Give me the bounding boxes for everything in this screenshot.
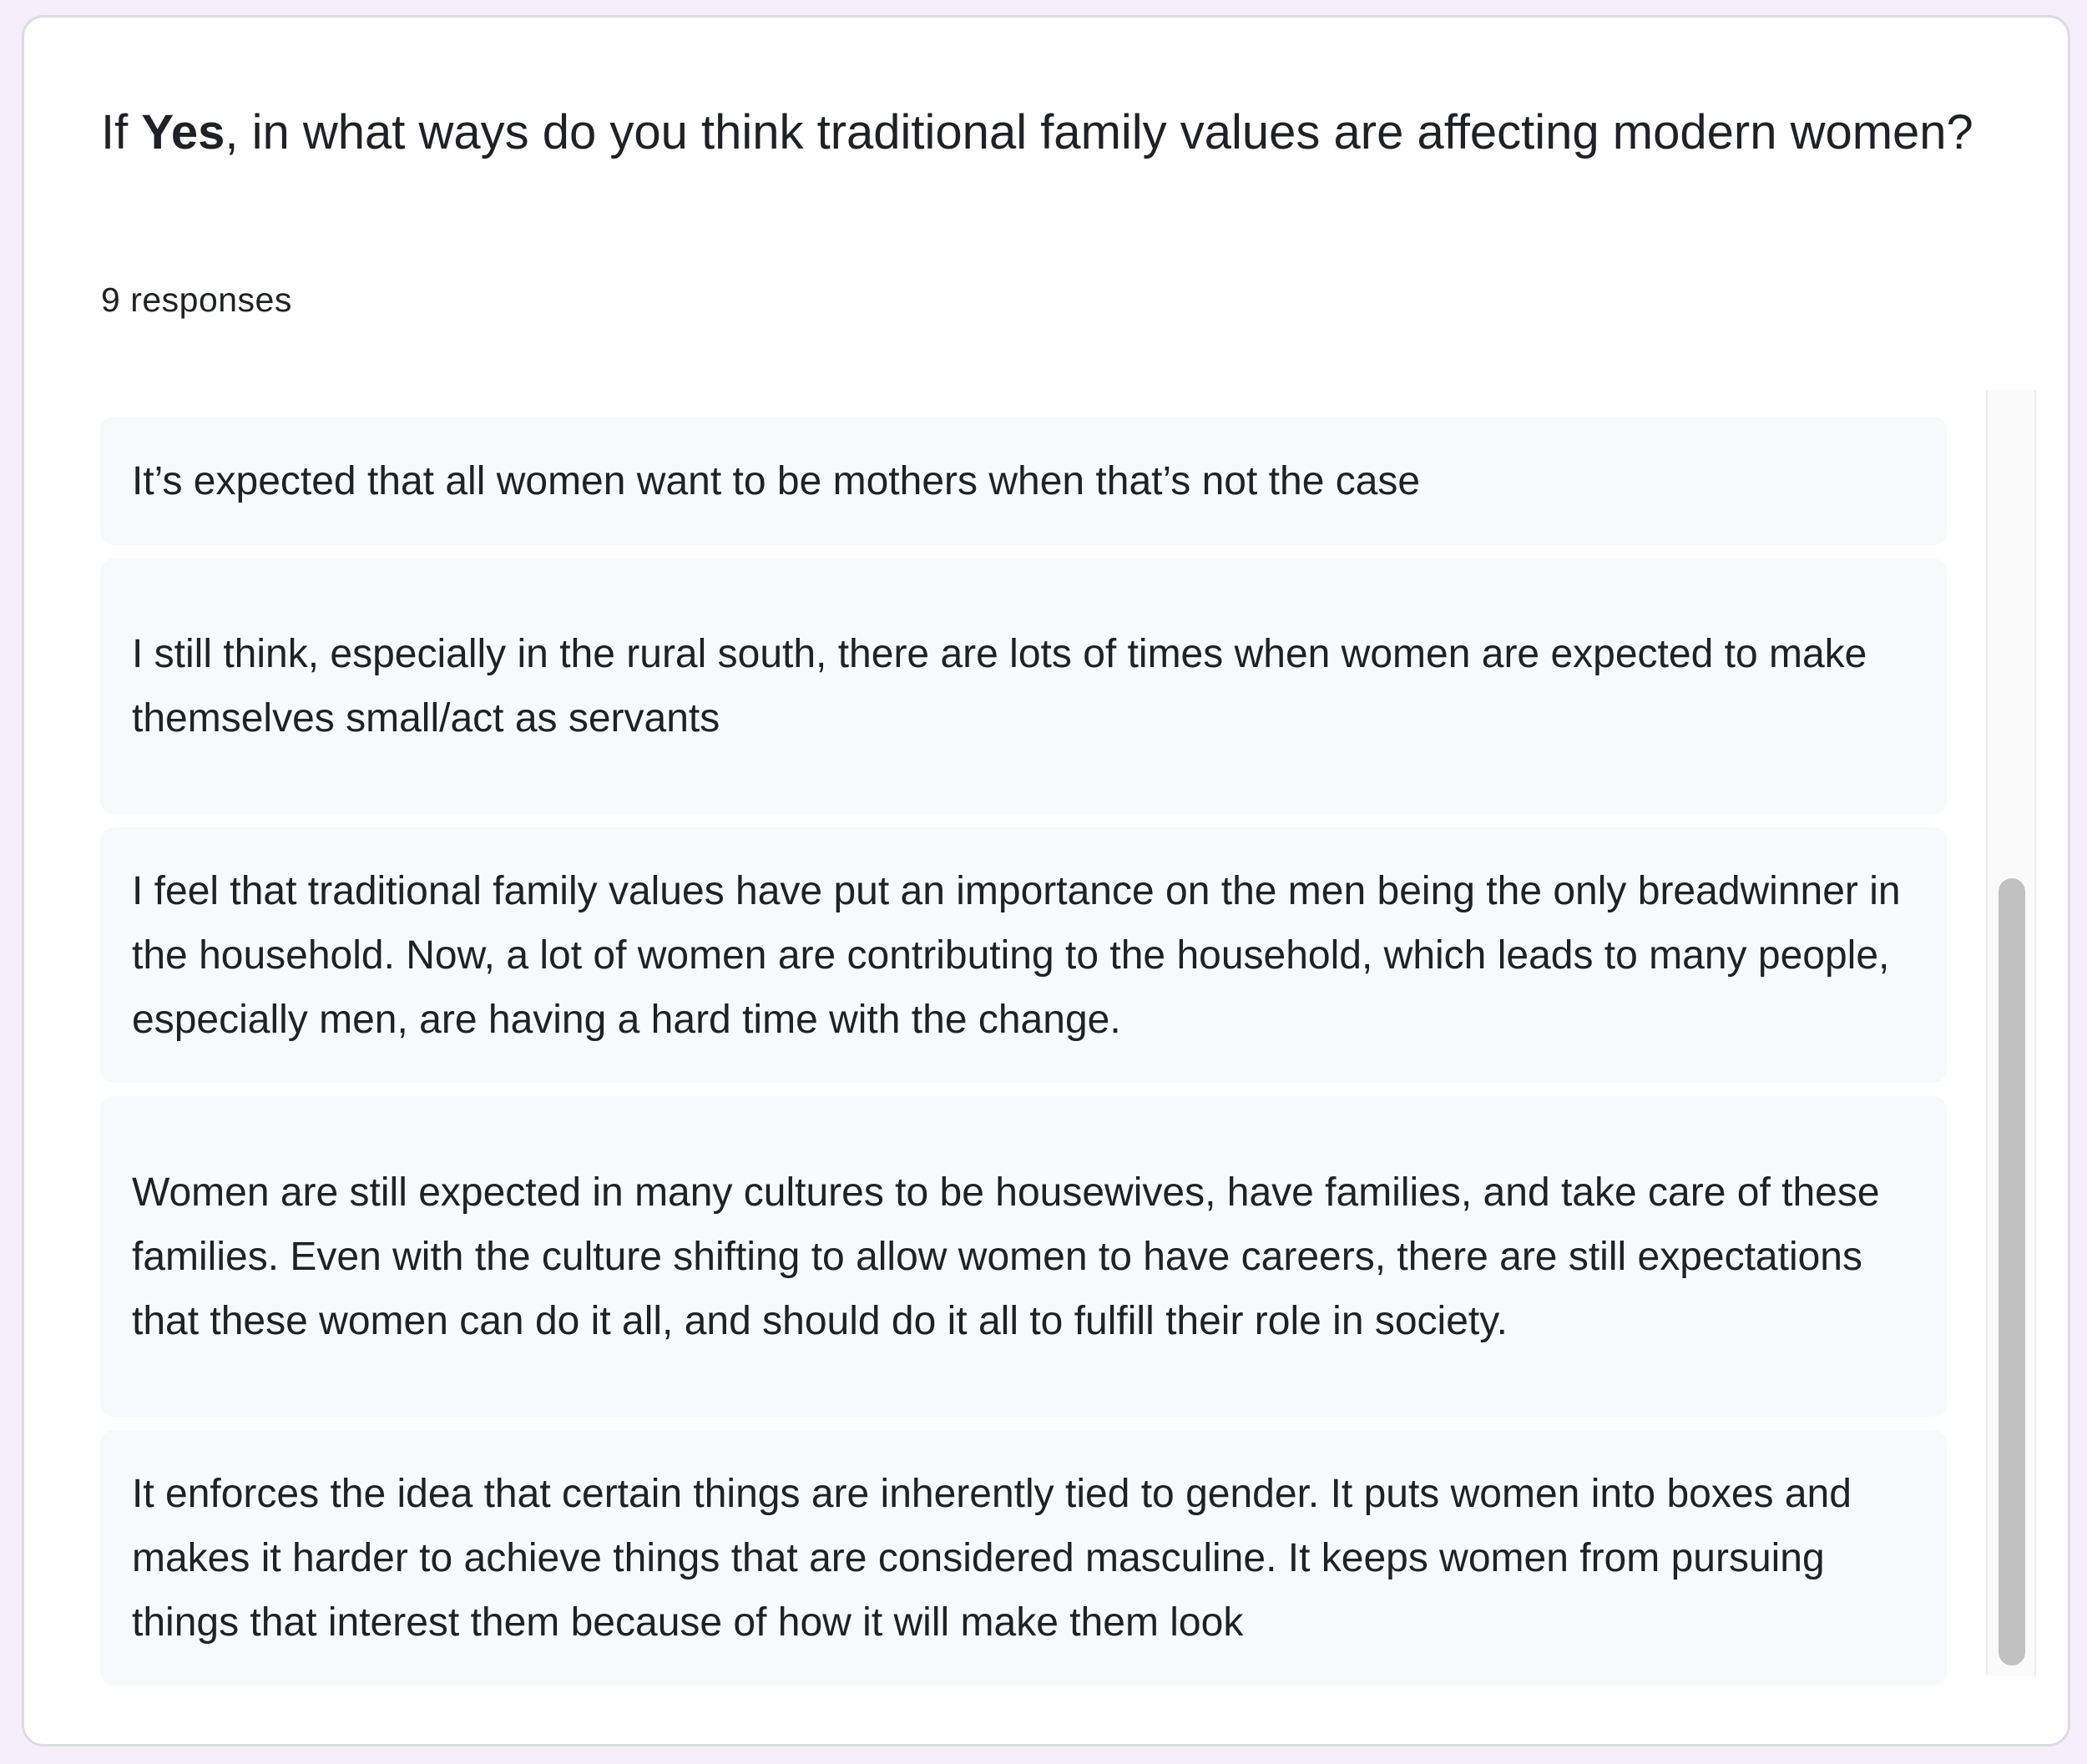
question-suffix: , in what ways do you think traditional family values are affecting modern women? [225, 105, 1973, 159]
question-emphasis: Yes [141, 105, 225, 159]
response-item [100, 417, 1947, 545]
response-text: I still think, especially in the rural south, there are lots of times when women are expected to make themselves small/act as servants [132, 632, 1867, 740]
response-item [100, 559, 1947, 814]
response-text: I feel that traditional family values have put an importance on the men being the only breadwinner in the household. Now, a lot of women are contributing to the household, which leads to many people, especially men, are having a hard time with the change. [132, 868, 1901, 1042]
scrollbar-track[interactable] [1986, 390, 2036, 1676]
responses-list[interactable] [24, 402, 2073, 1687]
question-title [101, 94, 1988, 171]
response-item [100, 827, 1947, 1083]
response-count: 9 responses [101, 281, 292, 319]
response-text: It’s expected that all women want to be mothers when that’s not the case [132, 458, 1421, 503]
response-item [100, 1430, 1947, 1686]
response-item [100, 1096, 1947, 1417]
response-text: It enforces the idea that certain things are inherently tied to gender. It puts women into boxes and makes it harder to achieve things that are considered masculine. It keeps women from pursuing things that interest them because of how it will make them look [132, 1471, 1852, 1645]
scrollbar-thumb[interactable] [1999, 878, 2025, 1665]
question-summary-card [22, 15, 2070, 1746]
question-prefix: If [101, 105, 142, 159]
response-text: Women are still expected in many cultures to be housewives, have families, and take care of these families. Even with the culture shifting to allow women to have careers, there are still expectations that these women can do it all, and should do it all to fulfill their role in society. [132, 1170, 1880, 1343]
